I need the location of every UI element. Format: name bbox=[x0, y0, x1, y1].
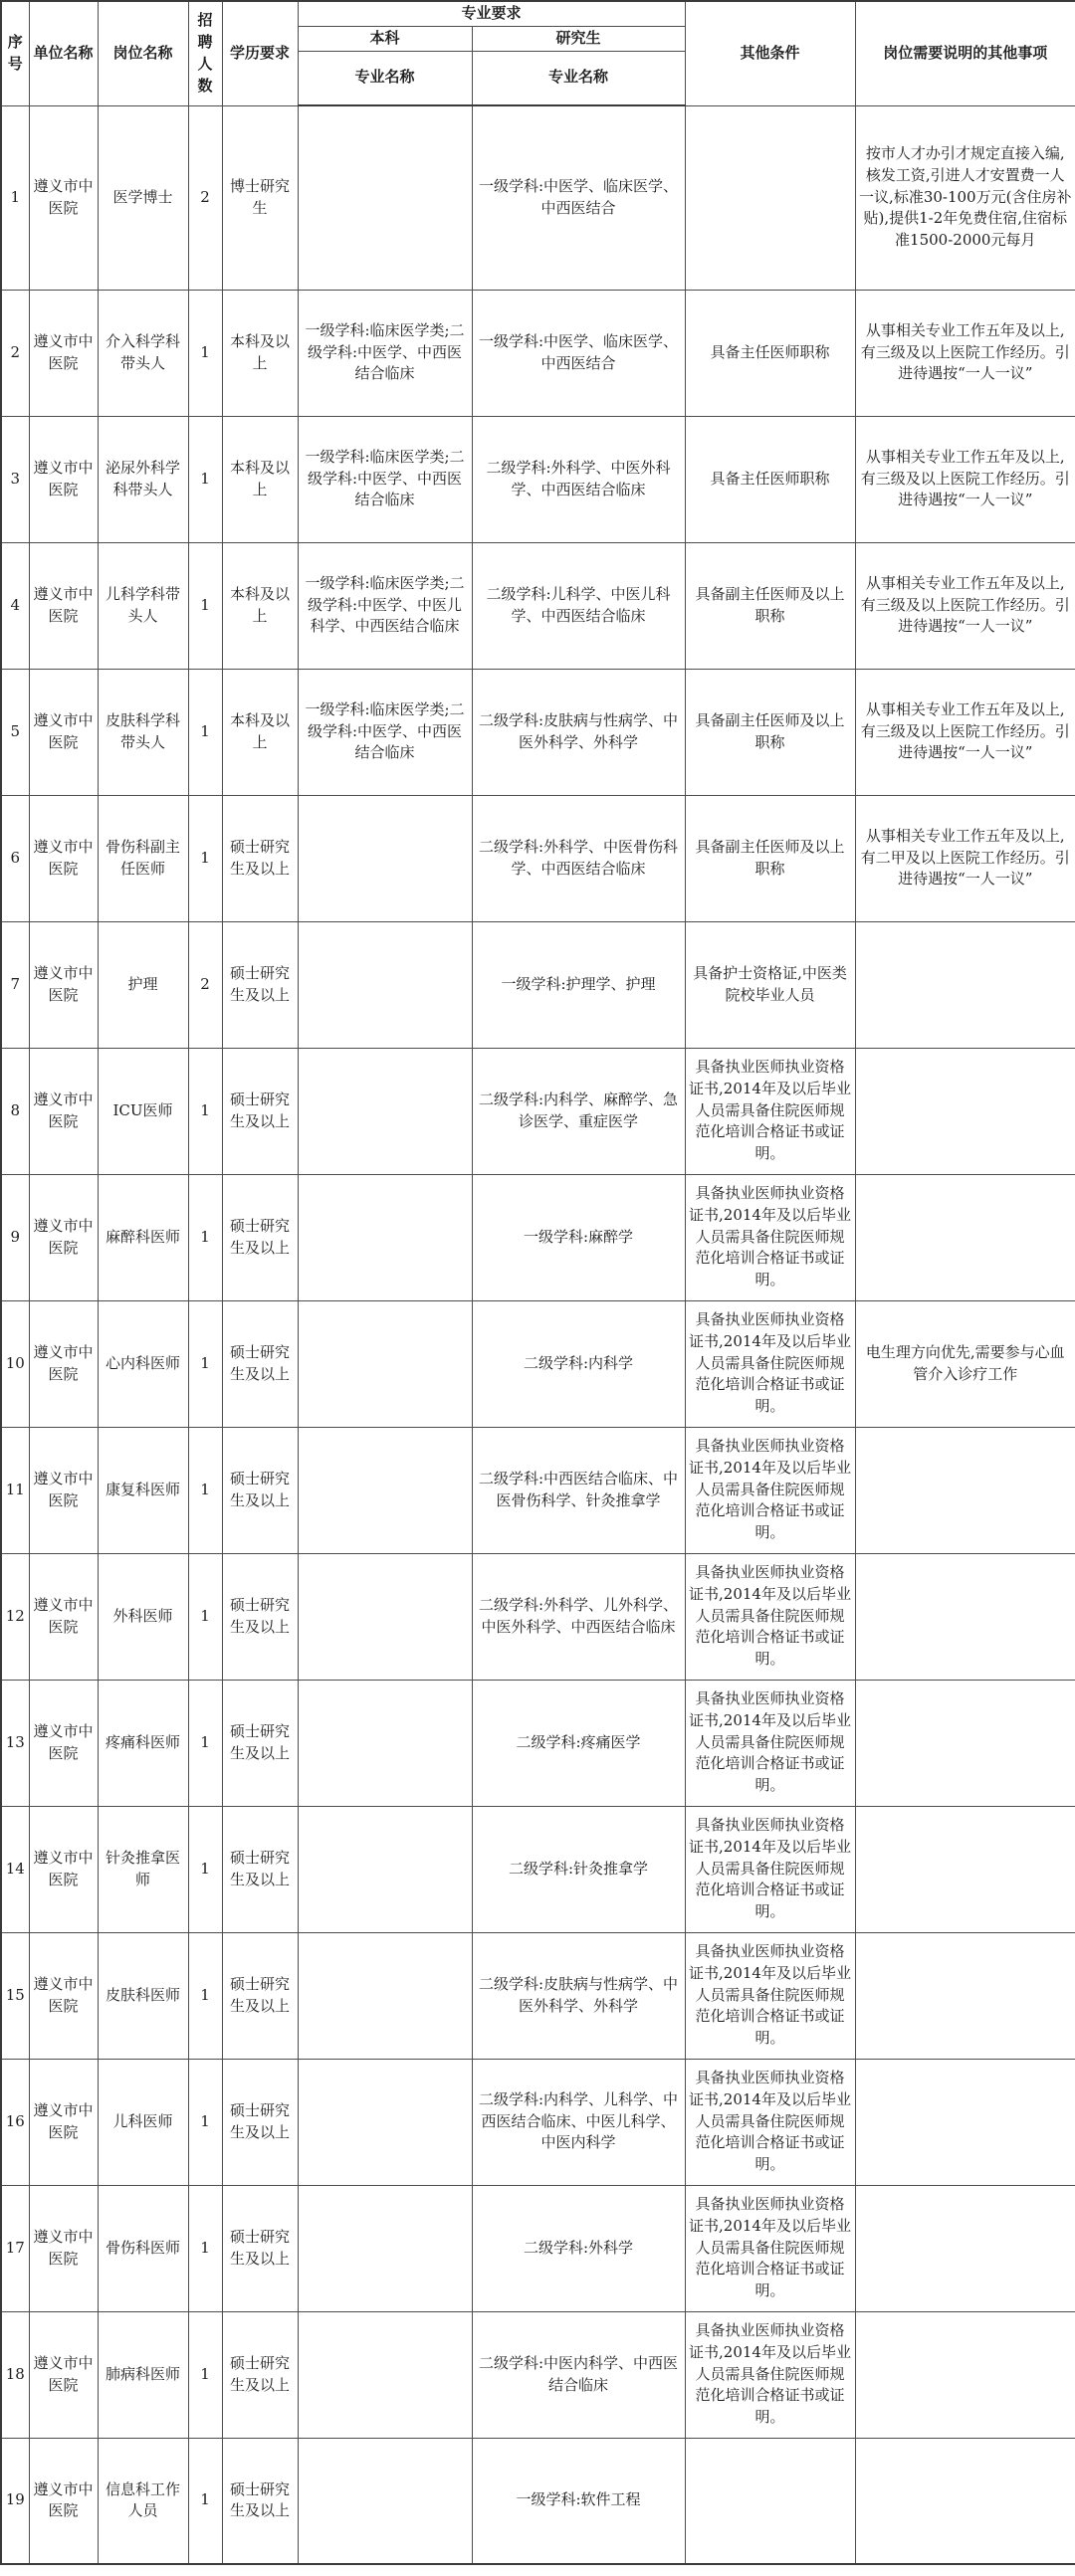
cell-other-conditions: 具备执业医师执业资格证书,2014年及以后毕业人员需具备住院医师规范化培训合格证书或证明。 bbox=[685, 1048, 855, 1174]
cell-graduate-major: 一级学科:中医学、临床医学、中西医结合 bbox=[472, 105, 685, 290]
cell-position: 介入科学科带头人 bbox=[98, 290, 188, 416]
cell-unit: 遵义市中医院 bbox=[29, 1300, 98, 1427]
cell-graduate-major: 二级学科:外科学、中医外科学、中西医结合临床 bbox=[472, 416, 685, 542]
cell-no: 14 bbox=[1, 1806, 29, 1932]
header-other-conditions: 其他条件 bbox=[685, 1, 855, 105]
cell-count: 1 bbox=[188, 542, 222, 669]
cell-position: 皮肤科医师 bbox=[98, 1932, 188, 2059]
cell-other-conditions: 具备执业医师执业资格证书,2014年及以后毕业人员需具备住院医师规范化培训合格证书或证明。 bbox=[685, 1427, 855, 1553]
cell-education: 硕士研究生及以上 bbox=[222, 2185, 298, 2311]
cell-undergrad-major bbox=[298, 2311, 472, 2438]
cell-unit: 遵义市中医院 bbox=[29, 1932, 98, 2059]
table-row bbox=[1, 795, 1075, 921]
cell-unit: 遵义市中医院 bbox=[29, 921, 98, 1048]
cell-other-conditions: 具备执业医师执业资格证书,2014年及以后毕业人员需具备住院医师规范化培训合格证书或证明。 bbox=[685, 1680, 855, 1806]
cell-other-conditions: 具备执业医师执业资格证书,2014年及以后毕业人员需具备住院医师规范化培训合格证书或证明。 bbox=[685, 1553, 855, 1680]
cell-no: 8 bbox=[1, 1048, 29, 1174]
cell-graduate-major: 二级学科:中医内科学、中西医结合临床 bbox=[472, 2311, 685, 2438]
cell-education: 本科及以上 bbox=[222, 416, 298, 542]
table-row bbox=[1, 416, 1075, 542]
cell-no: 3 bbox=[1, 416, 29, 542]
cell-no: 1 bbox=[1, 105, 29, 290]
table-row bbox=[1, 921, 1075, 1048]
table-row bbox=[1, 2438, 1075, 2564]
cell-position: 信息科工作人员 bbox=[98, 2438, 188, 2564]
cell-no: 19 bbox=[1, 2438, 29, 2564]
cell-remark bbox=[855, 1553, 1075, 1680]
cell-count: 2 bbox=[188, 105, 222, 290]
cell-remark bbox=[855, 1932, 1075, 2059]
cell-unit: 遵义市中医院 bbox=[29, 1427, 98, 1553]
cell-remark: 从事相关专业工作五年及以上,有三级及以上医院工作经历。引进待遇按“一人一议” bbox=[855, 416, 1075, 542]
cell-remark bbox=[855, 1427, 1075, 1553]
cell-remark bbox=[855, 1174, 1075, 1300]
cell-education: 硕士研究生及以上 bbox=[222, 1806, 298, 1932]
cell-position: 儿科学科带头人 bbox=[98, 542, 188, 669]
cell-education: 硕士研究生及以上 bbox=[222, 1300, 298, 1427]
cell-position: 护理 bbox=[98, 921, 188, 1048]
table-row bbox=[1, 1174, 1075, 1300]
cell-graduate-major: 二级学科:儿科学、中医儿科学、中西医结合临床 bbox=[472, 542, 685, 669]
cell-remark bbox=[855, 921, 1075, 1048]
cell-unit: 遵义市中医院 bbox=[29, 105, 98, 290]
cell-education: 硕士研究生及以上 bbox=[222, 1048, 298, 1174]
cell-graduate-major: 二级学科:内科学、麻醉学、急诊医学、重症医学 bbox=[472, 1048, 685, 1174]
cell-position: 肺病科医师 bbox=[98, 2311, 188, 2438]
cell-no: 6 bbox=[1, 795, 29, 921]
cell-remark bbox=[855, 2185, 1075, 2311]
cell-undergrad-major bbox=[298, 1174, 472, 1300]
cell-education: 本科及以上 bbox=[222, 669, 298, 795]
cell-other-conditions: 具备执业医师执业资格证书,2014年及以后毕业人员需具备住院医师规范化培训合格证书或证明。 bbox=[685, 1932, 855, 2059]
cell-unit: 遵义市中医院 bbox=[29, 1680, 98, 1806]
header-education: 学历要求 bbox=[222, 1, 298, 105]
cell-other-conditions: 具备执业医师执业资格证书,2014年及以后毕业人员需具备住院医师规范化培训合格证书或证明。 bbox=[685, 2059, 855, 2185]
table-row bbox=[1, 2059, 1075, 2185]
cell-no: 11 bbox=[1, 1427, 29, 1553]
cell-remark bbox=[855, 2438, 1075, 2564]
cell-position: 针灸推拿医师 bbox=[98, 1806, 188, 1932]
header-remark: 岗位需要说明的其他事项 bbox=[855, 1, 1075, 105]
table-row bbox=[1, 1553, 1075, 1680]
cell-undergrad-major bbox=[298, 105, 472, 290]
cell-graduate-major: 二级学科:外科学、中医骨伤科学、中西医结合临床 bbox=[472, 795, 685, 921]
cell-graduate-major: 二级学科:皮肤病与性病学、中医外科学、外科学 bbox=[472, 669, 685, 795]
cell-remark bbox=[855, 2059, 1075, 2185]
cell-undergrad-major: 一级学科:临床医学类;二级学科:中医学、中西医结合临床 bbox=[298, 669, 472, 795]
table-row bbox=[1, 1427, 1075, 1553]
cell-graduate-major: 一级学科:软件工程 bbox=[472, 2438, 685, 2564]
cell-position: ICU医师 bbox=[98, 1048, 188, 1174]
header-graduate: 研究生 bbox=[472, 26, 685, 51]
cell-no: 15 bbox=[1, 1932, 29, 2059]
cell-position: 疼痛科医师 bbox=[98, 1680, 188, 1806]
table-row bbox=[1, 542, 1075, 669]
cell-remark: 从事相关专业工作五年及以上,有三级及以上医院工作经历。引进待遇按“一人一议” bbox=[855, 669, 1075, 795]
cell-no: 10 bbox=[1, 1300, 29, 1427]
cell-count: 1 bbox=[188, 1300, 222, 1427]
cell-position: 儿科医师 bbox=[98, 2059, 188, 2185]
cell-no: 16 bbox=[1, 2059, 29, 2185]
cell-count: 1 bbox=[188, 2438, 222, 2564]
cell-count: 1 bbox=[188, 1806, 222, 1932]
header-undergraduate: 本科 bbox=[298, 26, 472, 51]
cell-unit: 遵义市中医院 bbox=[29, 795, 98, 921]
cell-undergrad-major bbox=[298, 1932, 472, 2059]
cell-undergrad-major: 一级学科:临床医学类;二级学科:中医学、中西医结合临床 bbox=[298, 416, 472, 542]
cell-education: 硕士研究生及以上 bbox=[222, 1174, 298, 1300]
cell-undergrad-major bbox=[298, 1553, 472, 1680]
cell-other-conditions: 具备主任医师职称 bbox=[685, 290, 855, 416]
cell-education: 硕士研究生及以上 bbox=[222, 1932, 298, 2059]
header-count: 招聘人数 bbox=[188, 1, 222, 105]
cell-other-conditions: 具备护士资格证,中医类院校毕业人员 bbox=[685, 921, 855, 1048]
cell-count: 1 bbox=[188, 416, 222, 542]
cell-position: 医学博士 bbox=[98, 105, 188, 290]
cell-graduate-major: 一级学科:麻醉学 bbox=[472, 1174, 685, 1300]
cell-remark: 从事相关专业工作五年及以上,有三级及以上医院工作经历。引进待遇按“一人一议” bbox=[855, 290, 1075, 416]
cell-position: 皮肤科学科带头人 bbox=[98, 669, 188, 795]
cell-position: 骨伤科副主任医师 bbox=[98, 795, 188, 921]
cell-position: 外科医师 bbox=[98, 1553, 188, 1680]
cell-education: 硕士研究生及以上 bbox=[222, 795, 298, 921]
cell-unit: 遵义市中医院 bbox=[29, 290, 98, 416]
cell-count: 1 bbox=[188, 290, 222, 416]
cell-graduate-major: 二级学科:中西医结合临床、中医骨伤科学、针灸推拿学 bbox=[472, 1427, 685, 1553]
cell-unit: 遵义市中医院 bbox=[29, 416, 98, 542]
cell-other-conditions: 具备副主任医师及以上职称 bbox=[685, 669, 855, 795]
cell-count: 2 bbox=[188, 921, 222, 1048]
table-row bbox=[1, 1806, 1075, 1932]
header-graduate-major-name: 专业名称 bbox=[472, 51, 685, 105]
cell-count: 1 bbox=[188, 1174, 222, 1300]
cell-other-conditions: 具备执业医师执业资格证书,2014年及以后毕业人员需具备住院医师规范化培训合格证书或证明。 bbox=[685, 2185, 855, 2311]
cell-remark bbox=[855, 1048, 1075, 1174]
cell-undergrad-major bbox=[298, 2059, 472, 2185]
cell-other-conditions: 具备执业医师执业资格证书,2014年及以后毕业人员需具备住院医师规范化培训合格证书或证明。 bbox=[685, 2311, 855, 2438]
cell-graduate-major: 二级学科:针灸推拿学 bbox=[472, 1806, 685, 1932]
cell-education: 本科及以上 bbox=[222, 542, 298, 669]
cell-education: 硕士研究生及以上 bbox=[222, 921, 298, 1048]
cell-undergrad-major bbox=[298, 1048, 472, 1174]
cell-other-conditions bbox=[685, 105, 855, 290]
cell-undergrad-major bbox=[298, 2438, 472, 2564]
cell-graduate-major: 一级学科:护理学、护理 bbox=[472, 921, 685, 1048]
cell-no: 12 bbox=[1, 1553, 29, 1680]
header-undergrad-major-name: 专业名称 bbox=[298, 51, 472, 105]
cell-count: 1 bbox=[188, 2059, 222, 2185]
cell-remark: 从事相关专业工作五年及以上,有三级及以上医院工作经历。引进待遇按“一人一议” bbox=[855, 542, 1075, 669]
cell-unit: 遵义市中医院 bbox=[29, 542, 98, 669]
cell-no: 4 bbox=[1, 542, 29, 669]
cell-position: 骨伤科医师 bbox=[98, 2185, 188, 2311]
header-position: 岗位名称 bbox=[98, 1, 188, 105]
cell-remark bbox=[855, 1680, 1075, 1806]
cell-count: 1 bbox=[188, 1427, 222, 1553]
table-body bbox=[1, 105, 1075, 2564]
cell-other-conditions bbox=[685, 2438, 855, 2564]
cell-count: 1 bbox=[188, 1932, 222, 2059]
cell-undergrad-major bbox=[298, 795, 472, 921]
cell-count: 1 bbox=[188, 2311, 222, 2438]
cell-unit: 遵义市中医院 bbox=[29, 1174, 98, 1300]
cell-education: 硕士研究生及以上 bbox=[222, 1427, 298, 1553]
table-row bbox=[1, 290, 1075, 416]
cell-graduate-major: 二级学科:外科学、儿外科学、中医外科学、中西医结合临床 bbox=[472, 1553, 685, 1680]
cell-undergrad-major bbox=[298, 1680, 472, 1806]
cell-other-conditions: 具备主任医师职称 bbox=[685, 416, 855, 542]
table-header bbox=[1, 1, 1075, 105]
cell-count: 1 bbox=[188, 1048, 222, 1174]
cell-undergrad-major: 一级学科:临床医学类;二级学科:中医学、中西医结合临床 bbox=[298, 290, 472, 416]
cell-graduate-major: 二级学科:皮肤病与性病学、中医外科学、外科学 bbox=[472, 1932, 685, 2059]
cell-remark: 电生理方向优先,需要参与心血管介入诊疗工作 bbox=[855, 1300, 1075, 1427]
cell-count: 1 bbox=[188, 795, 222, 921]
cell-remark bbox=[855, 2311, 1075, 2438]
cell-unit: 遵义市中医院 bbox=[29, 2438, 98, 2564]
table-row bbox=[1, 2185, 1075, 2311]
cell-other-conditions: 具备执业医师执业资格证书,2014年及以后毕业人员需具备住院医师规范化培训合格证书或证明。 bbox=[685, 1806, 855, 1932]
cell-graduate-major: 二级学科:外科学 bbox=[472, 2185, 685, 2311]
cell-undergrad-major bbox=[298, 1300, 472, 1427]
cell-education: 硕士研究生及以上 bbox=[222, 2311, 298, 2438]
cell-remark: 从事相关专业工作五年及以上,有二甲及以上医院工作经历。引进待遇按“一人一议” bbox=[855, 795, 1075, 921]
cell-unit: 遵义市中医院 bbox=[29, 669, 98, 795]
table-row bbox=[1, 1932, 1075, 2059]
cell-position: 康复科医师 bbox=[98, 1427, 188, 1553]
cell-unit: 遵义市中医院 bbox=[29, 1048, 98, 1174]
cell-graduate-major: 一级学科:中医学、临床医学、中西医结合 bbox=[472, 290, 685, 416]
cell-no: 17 bbox=[1, 2185, 29, 2311]
cell-unit: 遵义市中医院 bbox=[29, 1806, 98, 1932]
cell-position: 心内科医师 bbox=[98, 1300, 188, 1427]
cell-unit: 遵义市中医院 bbox=[29, 2185, 98, 2311]
table-row bbox=[1, 669, 1075, 795]
header-unit: 单位名称 bbox=[29, 1, 98, 105]
cell-other-conditions: 具备副主任医师及以上职称 bbox=[685, 542, 855, 669]
cell-unit: 遵义市中医院 bbox=[29, 1553, 98, 1680]
cell-remark: 按市人才办引才规定直接入编,核发工资,引进人才安置费一人一议,标准30-100万元(含住房补贴),提供1-2年免费住宿,住宿标准1500-2000元每月 bbox=[855, 105, 1075, 290]
cell-no: 2 bbox=[1, 290, 29, 416]
cell-other-conditions: 具备执业医师执业资格证书,2014年及以后毕业人员需具备住院医师规范化培训合格证书或证明。 bbox=[685, 1174, 855, 1300]
cell-undergrad-major bbox=[298, 2185, 472, 2311]
cell-unit: 遵义市中医院 bbox=[29, 2059, 98, 2185]
cell-no: 13 bbox=[1, 1680, 29, 1806]
header-major-requirement: 专业要求 bbox=[298, 1, 685, 26]
table-row bbox=[1, 1048, 1075, 1174]
cell-graduate-major: 二级学科:内科学、儿科学、中西医结合临床、中医儿科学、中医内科学 bbox=[472, 2059, 685, 2185]
cell-count: 1 bbox=[188, 1553, 222, 1680]
cell-education: 硕士研究生及以上 bbox=[222, 2438, 298, 2564]
table-row bbox=[1, 1680, 1075, 1806]
cell-undergrad-major bbox=[298, 1427, 472, 1553]
cell-no: 7 bbox=[1, 921, 29, 1048]
cell-count: 1 bbox=[188, 2185, 222, 2311]
cell-count: 1 bbox=[188, 1680, 222, 1806]
cell-graduate-major: 二级学科:疼痛医学 bbox=[472, 1680, 685, 1806]
cell-no: 5 bbox=[1, 669, 29, 795]
cell-undergrad-major bbox=[298, 1806, 472, 1932]
cell-graduate-major: 二级学科:内科学 bbox=[472, 1300, 685, 1427]
cell-education: 博士研究生 bbox=[222, 105, 298, 290]
cell-position: 麻醉科医师 bbox=[98, 1174, 188, 1300]
header-no: 序号 bbox=[1, 1, 29, 105]
cell-other-conditions: 具备执业医师执业资格证书,2014年及以后毕业人员需具备住院医师规范化培训合格证书或证明。 bbox=[685, 1300, 855, 1427]
cell-education: 硕士研究生及以上 bbox=[222, 1680, 298, 1806]
table-row bbox=[1, 105, 1075, 290]
cell-education: 硕士研究生及以上 bbox=[222, 2059, 298, 2185]
cell-education: 硕士研究生及以上 bbox=[222, 1553, 298, 1680]
table-row bbox=[1, 2311, 1075, 2438]
cell-undergrad-major: 一级学科:临床医学类;二级学科:中医学、中医儿科学、中西医结合临床 bbox=[298, 542, 472, 669]
cell-unit: 遵义市中医院 bbox=[29, 2311, 98, 2438]
cell-undergrad-major bbox=[298, 921, 472, 1048]
cell-no: 18 bbox=[1, 2311, 29, 2438]
cell-position: 泌尿外科学科带头人 bbox=[98, 416, 188, 542]
cell-count: 1 bbox=[188, 669, 222, 795]
cell-no: 9 bbox=[1, 1174, 29, 1300]
cell-education: 本科及以上 bbox=[222, 290, 298, 416]
table-row bbox=[1, 1300, 1075, 1427]
cell-other-conditions: 具备副主任医师及以上职称 bbox=[685, 795, 855, 921]
cell-remark bbox=[855, 1806, 1075, 1932]
